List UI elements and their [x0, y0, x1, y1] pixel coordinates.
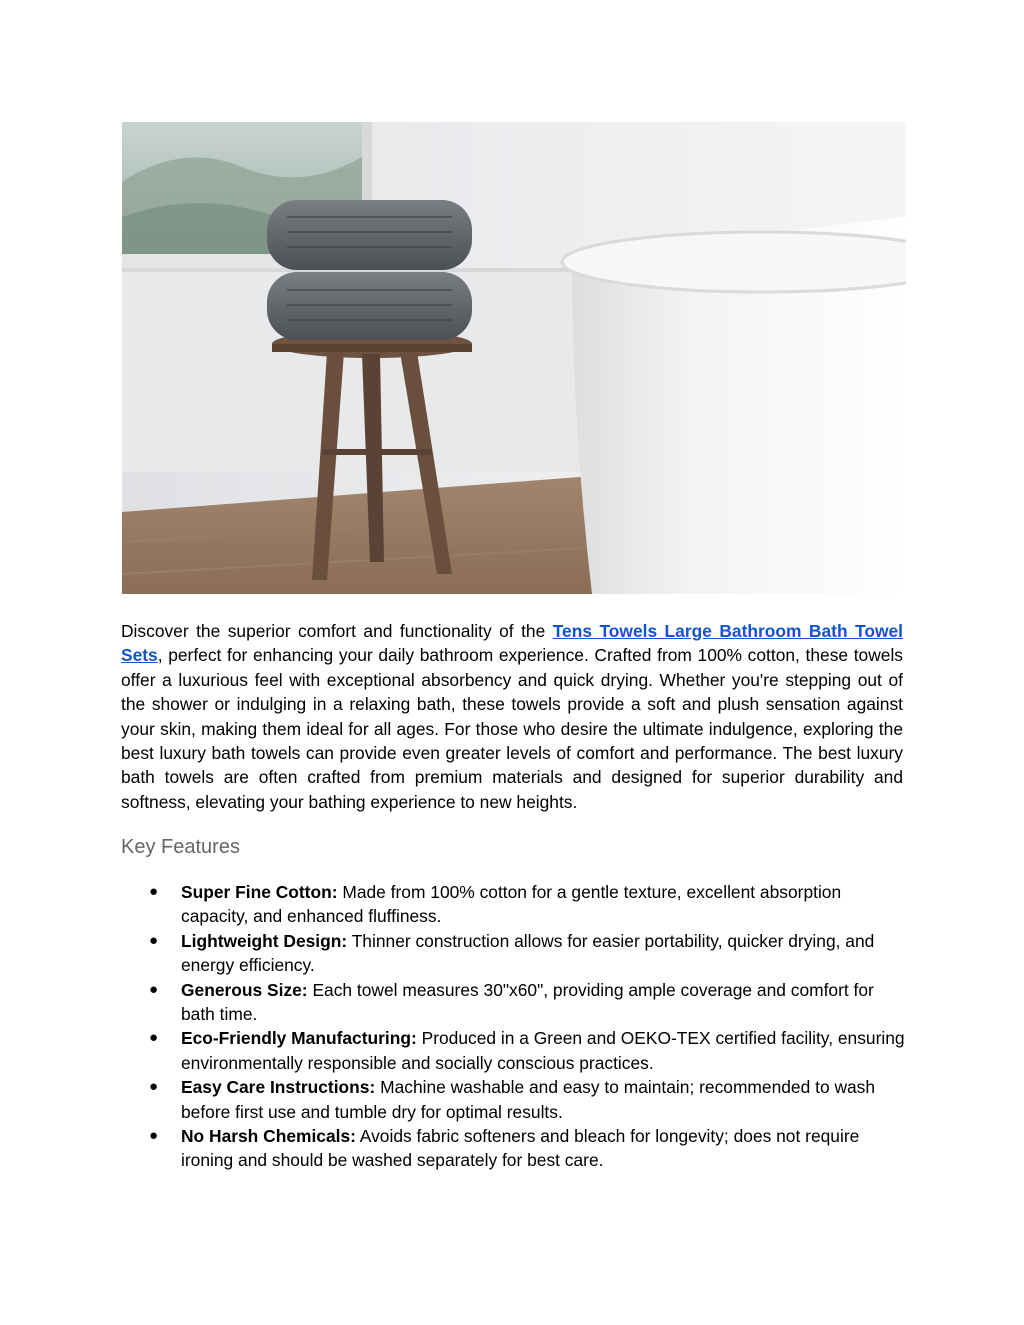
feature-text: Produced in a Green and OEKO-TEX certified facility, ensuring environmentally responsible and socially conscious practices.: [181, 1028, 905, 1073]
feature-title: Super Fine Cotton:: [181, 882, 338, 902]
intro-paragraph: [121, 619, 903, 814]
bathroom-towels-illustration: [122, 122, 906, 594]
feature-text: Machine washable and easy to maintain; recommended to wash before first use and tumble dry for optimal results.: [181, 1077, 876, 1122]
feature-text: Each towel measures 30"x60", providing ample coverage and comfort for bath time.: [181, 979, 874, 1025]
list-item: [121, 1124, 911, 1173]
product-link[interactable]: Tens Towels Large Bathroom Bath Towel Sets: [121, 621, 903, 666]
bullet-icon: ●: [149, 980, 159, 998]
features-list: [121, 880, 911, 1173]
bullet-icon: ●: [149, 1029, 159, 1047]
feature-title: Lightweight Design:: [181, 930, 348, 951]
list-item: [121, 880, 911, 929]
feature-text: Avoids fabric softeners and bleach for longevity; does not require ironing and should be washed separately for best care.: [181, 1126, 860, 1171]
feature-text: Made from 100% cotton for a gentle texture, excellent absorption capacity, and enhanced fluffiness.: [181, 882, 842, 927]
list-item: [121, 1075, 911, 1124]
intro-body: , perfect for enhancing your daily bathroom experience. Crafted from 100% cotton, these towels offer a luxurious feel with exceptional absorbency and quick drying. Whether you're stepping out of the shower or indulging in a relaxing bath, these towels provide a soft and plush sensation against your skin, making them ideal for all ages. For those who desire the ultimate indulgence, exploring the best luxury bath towels can provide even greater levels of comfort and performance. The best luxury bath towels are often crafted from premium materials and designed for superior durability and softness, elevating your bathing experience to new heights.: [121, 645, 903, 812]
list-item: [121, 1026, 911, 1075]
intro-lead: Discover the superior comfort and functionality of the: [121, 621, 553, 641]
list-item: [121, 978, 911, 1027]
feature-title: No Harsh Chemicals:: [181, 1126, 356, 1147]
bullet-icon: ●: [149, 1127, 159, 1145]
list-item: [121, 929, 911, 978]
bullet-icon: ●: [149, 883, 159, 900]
feature-title: Easy Care Instructions:: [181, 1077, 376, 1098]
feature-title: Generous Size:: [181, 979, 308, 1000]
product-photo: [122, 122, 906, 594]
feature-text: Thinner construction allows for easier portability, quicker drying, and energy efficiency.: [181, 930, 875, 976]
bullet-icon: ●: [149, 931, 159, 949]
feature-title: Eco-Friendly Manufacturing:: [181, 1028, 417, 1049]
bullet-icon: ●: [149, 1078, 159, 1096]
key-features-heading: Key Features: [121, 836, 240, 858]
